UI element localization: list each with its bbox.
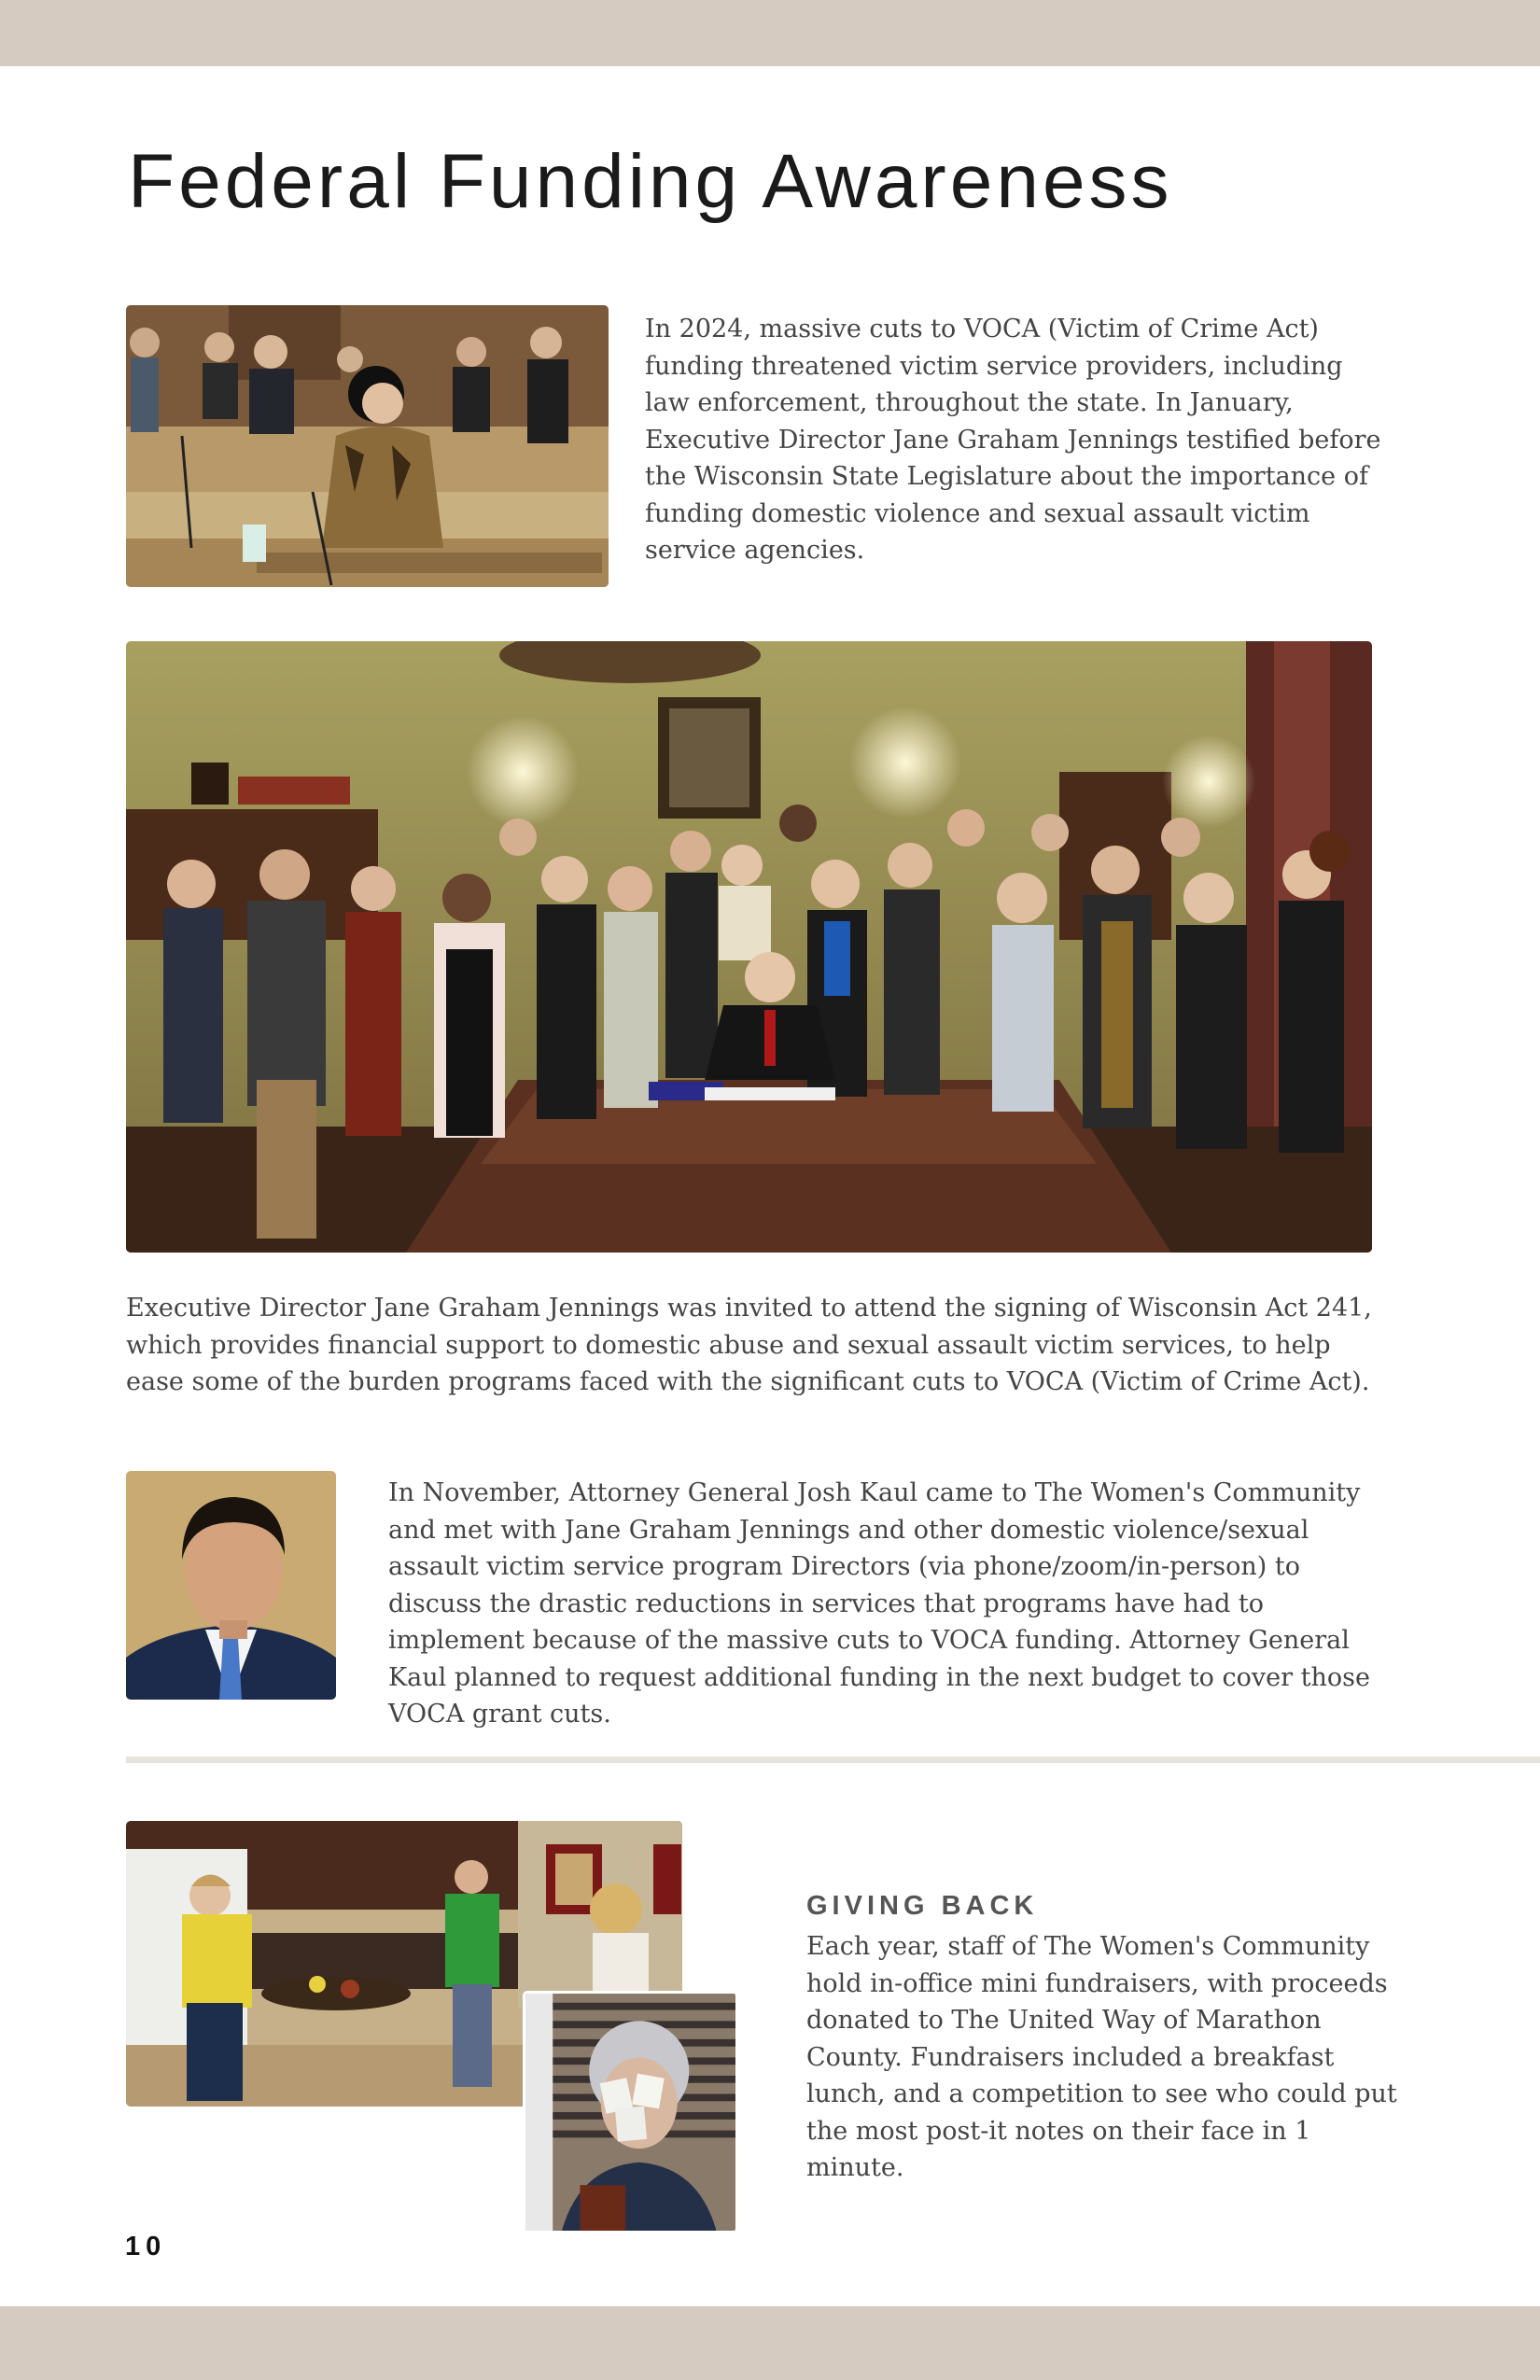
giving-back-paragraph: Each year, staff of The Women's Community hold in-office mini fundraisers, with proceeds donated to The United Way of Marathon County. Fundraisers included a breakfast lunch, and a competition to see who could put the most post-it notes on their face in 1 minute. <box>806 1932 1397 2182</box>
giving-back-heading: GIVING BACK <box>806 1891 1039 1921</box>
page-title: Federal Funding Awareness <box>128 139 1173 224</box>
bill-signing-group-photo <box>126 641 1372 1253</box>
section-divider <box>126 1757 1540 1763</box>
testimony-paragraph: In 2024, massive cuts to VOCA (Victim of Crime Act) funding threatened victim service providers, including law enforcement, throughout the state. In January, Executive Director Jane Graham Jennings testified before the Wisconsin State Legislature about the importance of funding domestic violence and sexual assault victim service agencies. <box>645 315 1381 565</box>
bottom-band <box>0 2306 1540 2380</box>
testimony-photo <box>126 305 609 587</box>
attorney-general-portrait <box>126 1471 336 1700</box>
post-it-competition-photo <box>523 1991 738 2233</box>
bill-signing-caption: Executive Director Jane Graham Jennings was invited to attend the signing of Wisconsin Act 241, which provides financial support to domestic abuse and sexual assault victim services, to help ease some of the burden programs faced with the significant cuts to VOCA (Victim of Crime Act). <box>126 1294 1372 1396</box>
attorney-general-paragraph: In November, Attorney General Josh Kaul came to The Women's Community and met with Jane Graham Jennings and other domestic violence/sexual assault victim service program Directors (via phone/zoom/in-person) to discuss the drastic reductions in services that programs have had to implement because of the massive cuts to VOCA funding. Attorney General Kaul planned to request additional funding in the next budget to cover those VOCA grant cuts. <box>388 1478 1370 1729</box>
page-number: 10 <box>125 2232 167 2261</box>
top-band <box>0 0 1540 66</box>
